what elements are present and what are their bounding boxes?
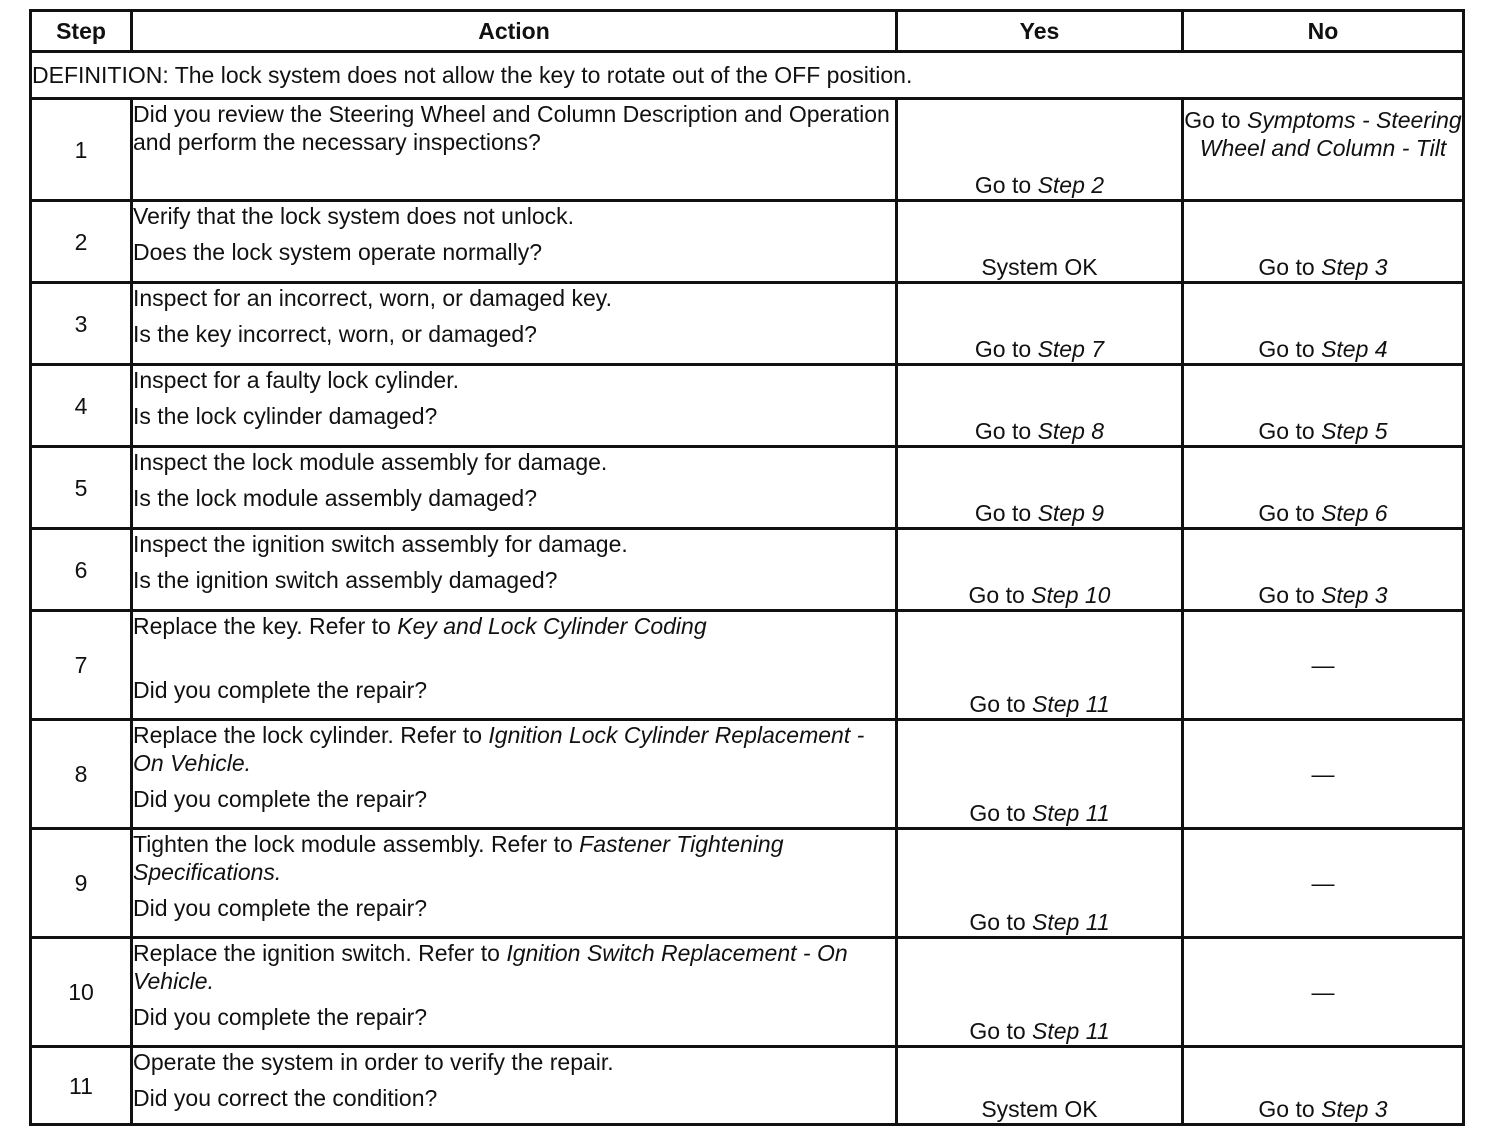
table-row xyxy=(31,365,1464,447)
no-step-link[interactable]: Step 3 xyxy=(1321,1096,1388,1122)
action-cell xyxy=(132,365,897,447)
no-cell xyxy=(1183,99,1464,201)
yes-step-link[interactable]: Step 7 xyxy=(1037,336,1105,362)
no-step-link[interactable]: Step 5 xyxy=(1321,418,1388,444)
no-step-link[interactable]: Symptoms - Steering Wheel and Column - Tilt xyxy=(1199,107,1462,161)
table-row xyxy=(31,720,1464,829)
table-row xyxy=(31,611,1464,720)
step-number: 5 xyxy=(31,447,132,529)
action-text: Tighten the lock module assembly. Refer to xyxy=(133,831,580,857)
action-cell xyxy=(132,99,897,201)
action-cell xyxy=(132,829,897,938)
no-prefix: Go to xyxy=(1258,254,1322,280)
step-number: 4 xyxy=(31,365,132,447)
action-question: Did you complete the repair? xyxy=(133,786,428,812)
action-text: Inspect the lock module assembly for damage. xyxy=(133,449,608,475)
yes-cell xyxy=(897,938,1183,1047)
action-cell xyxy=(132,1047,897,1125)
action-text: Operate the system in order to verify the repair. xyxy=(133,1049,614,1075)
no-cell: — xyxy=(1183,720,1464,829)
reference-link[interactable]: Ignition Switch Replacement - On Vehicle. xyxy=(133,940,848,994)
action-cell xyxy=(132,938,897,1047)
step-number: 7 xyxy=(31,611,132,720)
yes-prefix: Go to xyxy=(969,691,1033,717)
action-question: Is the lock module assembly damaged? xyxy=(133,485,537,511)
yes-step-link[interactable]: Step 8 xyxy=(1037,418,1105,444)
action-text: Replace the key. Refer to xyxy=(133,613,398,639)
yes-step-link[interactable]: Step 11 xyxy=(1032,691,1110,717)
reference-link[interactable]: Key and Lock Cylinder Coding xyxy=(397,613,707,639)
step-number: 11 xyxy=(31,1047,132,1125)
no-cell xyxy=(1183,283,1464,365)
no-cell xyxy=(1183,1047,1464,1125)
no-step-link[interactable]: Step 6 xyxy=(1321,500,1388,526)
yes-cell xyxy=(897,720,1183,829)
yes-step-link[interactable]: Step 9 xyxy=(1037,500,1105,526)
no-cell xyxy=(1183,365,1464,447)
action-text: Inspect for a faulty lock cylinder. xyxy=(133,367,459,393)
no-cell: — xyxy=(1183,938,1464,1047)
step-number: 6 xyxy=(31,529,132,611)
yes-prefix: Go to xyxy=(974,418,1038,444)
no-cell xyxy=(1183,529,1464,611)
no-prefix: Go to xyxy=(1258,418,1322,444)
yes-cell xyxy=(897,829,1183,938)
yes-prefix: Go to xyxy=(974,172,1038,198)
table-row xyxy=(31,938,1464,1047)
step-number: 1 xyxy=(31,99,132,201)
table-row xyxy=(31,529,1464,611)
yes-step-link[interactable]: Step 10 xyxy=(1031,582,1111,608)
yes-prefix: Go to xyxy=(969,800,1033,826)
no-cell xyxy=(1183,201,1464,283)
yes-prefix: Go to xyxy=(974,336,1038,362)
action-text: Inspect for an incorrect, worn, or damaged key. xyxy=(133,285,612,311)
table-row xyxy=(31,283,1464,365)
yes-step-link[interactable]: Step 11 xyxy=(1032,800,1110,826)
step-number: 8 xyxy=(31,720,132,829)
action-cell xyxy=(132,611,897,720)
action-text: Replace the ignition switch. Refer to xyxy=(133,940,507,966)
step-number: 10 xyxy=(31,938,132,1047)
action-cell xyxy=(132,447,897,529)
no-prefix: Go to xyxy=(1258,500,1322,526)
step-number: 2 xyxy=(31,201,132,283)
header-yes: Yes xyxy=(897,11,1183,52)
definition-row xyxy=(31,52,1464,99)
action-text: Verify that the lock system does not unlock. xyxy=(133,203,575,229)
action-question: Did you correct the condition? xyxy=(133,1085,438,1111)
table-row xyxy=(31,1047,1464,1125)
definition-text: DEFINITION: The lock system does not allow the key to rotate out of the OFF position. xyxy=(31,52,1464,99)
action-cell xyxy=(132,283,897,365)
yes-cell xyxy=(897,529,1183,611)
action-text: Replace the lock cylinder. Refer to xyxy=(133,722,489,748)
action-cell xyxy=(132,201,897,283)
yes-prefix: Go to xyxy=(969,909,1033,935)
action-cell xyxy=(132,720,897,829)
action-question: Did you complete the repair? xyxy=(133,895,428,921)
diagnostic-table xyxy=(29,9,1465,1126)
yes-cell xyxy=(897,365,1183,447)
yes-cell xyxy=(897,283,1183,365)
action-cell xyxy=(132,529,897,611)
action-question: Did you complete the repair? xyxy=(133,1004,428,1030)
reference-link[interactable]: Ignition Lock Cylinder Replacement - On Vehicle. xyxy=(133,722,865,776)
yes-step-link[interactable]: Step 2 xyxy=(1037,172,1105,198)
action-question: Is the lock cylinder damaged? xyxy=(133,403,438,429)
yes-step-link[interactable]: Step 11 xyxy=(1032,909,1110,935)
no-cell: — xyxy=(1183,829,1464,938)
header-no: No xyxy=(1183,11,1464,52)
no-step-link[interactable]: Step 3 xyxy=(1321,582,1388,608)
action-question: Is the ignition switch assembly damaged? xyxy=(133,567,558,593)
yes-cell xyxy=(897,447,1183,529)
no-prefix: Go to xyxy=(1258,582,1322,608)
no-cell xyxy=(1183,447,1464,529)
action-text: Did you review the Steering Wheel and Column Description and Operation and perform the necessary inspections? xyxy=(133,101,890,155)
table-row xyxy=(31,99,1464,201)
no-prefix: Go to xyxy=(1184,107,1247,133)
header-step: Step xyxy=(31,11,132,52)
yes-cell xyxy=(897,99,1183,201)
yes-cell: System OK xyxy=(897,201,1183,283)
action-question: Does the lock system operate normally? xyxy=(133,239,543,265)
yes-cell: System OK xyxy=(897,1047,1183,1125)
yes-step-link[interactable]: Step 11 xyxy=(1032,1018,1110,1044)
yes-prefix: Go to xyxy=(969,1018,1033,1044)
header-row xyxy=(31,11,1464,52)
header-action: Action xyxy=(132,11,897,52)
action-text: Inspect the ignition switch assembly for damage. xyxy=(133,531,628,557)
no-step-link[interactable]: Step 4 xyxy=(1321,336,1388,362)
table-row xyxy=(31,829,1464,938)
yes-prefix: Go to xyxy=(974,500,1038,526)
no-prefix: Go to xyxy=(1258,336,1322,362)
action-question: Did you complete the repair? xyxy=(133,677,428,703)
table-row xyxy=(31,201,1464,283)
step-number: 3 xyxy=(31,283,132,365)
no-step-link[interactable]: Step 3 xyxy=(1321,254,1388,280)
yes-cell xyxy=(897,611,1183,720)
action-question: Is the key incorrect, worn, or damaged? xyxy=(133,321,537,347)
table-row xyxy=(31,447,1464,529)
no-cell: — xyxy=(1183,611,1464,720)
step-number: 9 xyxy=(31,829,132,938)
no-prefix: Go to xyxy=(1258,1096,1322,1122)
yes-prefix: Go to xyxy=(968,582,1032,608)
reference-link[interactable]: Fastener Tightening Specifications. xyxy=(133,831,784,885)
